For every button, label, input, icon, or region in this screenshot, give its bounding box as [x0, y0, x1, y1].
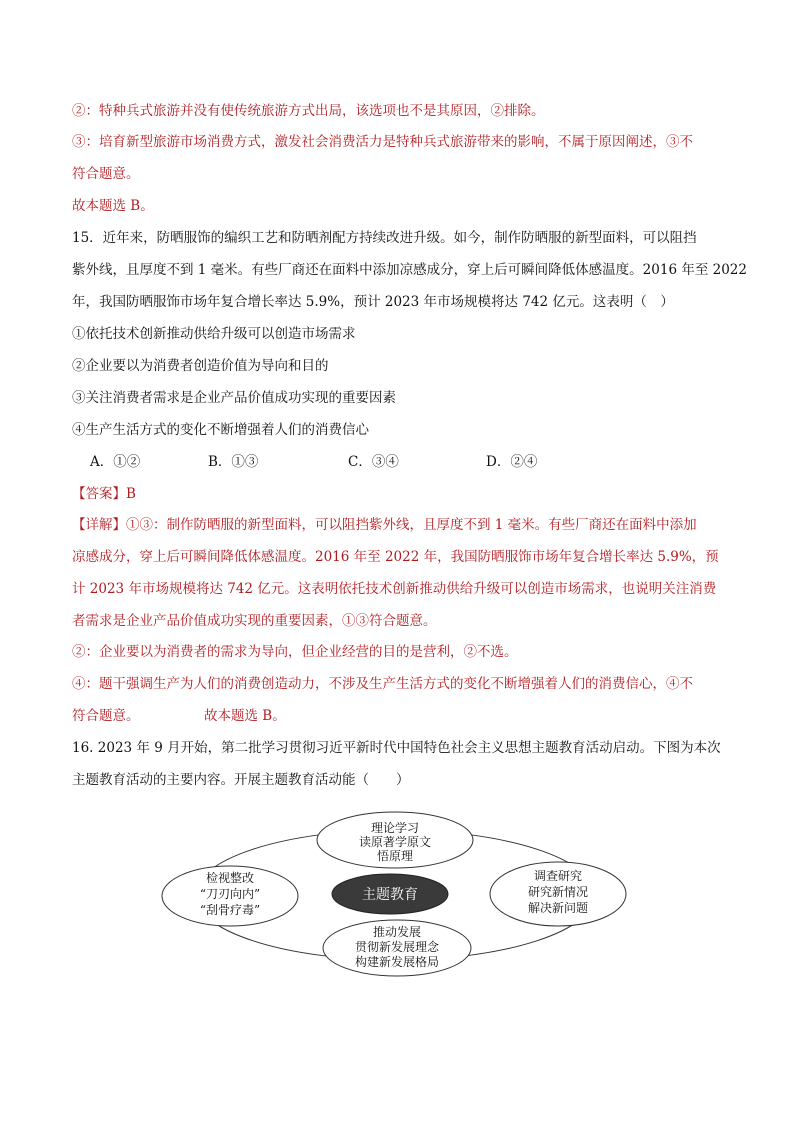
- option-a: A．①②: [90, 454, 141, 470]
- question-15-stem: 紫外线，且厚度不到 1 毫米。有些厂商还在面料中添加凉感成分，穿上后可瞬间降低体感温度。2016 年至 2022: [72, 262, 747, 278]
- question-15-stem: 15．近年来，防晒服饰的编织工艺和防晒剂配方持续改进升级。如今，制作防晒服的新型面料，可以阻挡: [72, 230, 697, 246]
- detail-line: 者需求是企业产品价值成功实现的重要因素，①③符合题意。: [72, 613, 437, 629]
- option-b: B．①③: [208, 454, 259, 470]
- detail-line: ④：题干强调生产为人们的消费创造动力，不涉及生产生活方式的变化不断增强着人们的消费信心，④不: [72, 676, 693, 692]
- question-16-stem: 主题教育活动的主要内容。开展主题教育活动能（ ）: [72, 772, 410, 788]
- statement-4: ④生产生活方式的变化不断增强着人们的消费信心: [72, 422, 369, 438]
- top-label: 理论学习: [370, 821, 420, 835]
- statement-1: ①依托技术创新推动供给升级可以创造市场需求: [72, 326, 356, 342]
- right-label: 调查研究: [533, 869, 583, 883]
- top-label: 悟原理: [376, 849, 414, 863]
- theme-education-diagram: [160, 810, 630, 980]
- question-16-stem: 16. 2023 年 9 月开始，第二批学习贯彻习近平新时代中国特色社会主义思想主题教育活动启动。下图为本次: [72, 740, 721, 756]
- conclusion-line: 故本题选 B。: [204, 708, 286, 724]
- left-label: “刮骨疗毒”: [199, 903, 261, 917]
- detail-line: 符合题意。: [72, 708, 140, 724]
- bottom-label: 构建新发展格局: [354, 955, 440, 969]
- explanation-line: 符合题意。: [72, 166, 140, 182]
- explanation-line: ③：培育新型旅游市场消费方式，激发社会消费活力是特种兵式旅游带来的影响，不属于原因阐述，③不: [72, 134, 693, 150]
- statement-3: ③关注消费者需求是企业产品价值成功实现的重要因素: [72, 390, 396, 406]
- right-label: 研究新情况: [527, 885, 589, 899]
- right-label: 解决新问题: [527, 901, 589, 915]
- bottom-label: 贯彻新发展理念: [354, 940, 440, 954]
- detail-line: ②：企业要以为消费者的需求为导向，但企业经营的目的是营利，②不选。: [72, 644, 518, 660]
- left-label: “刀刃向内”: [199, 887, 261, 901]
- statement-2: ②企业要以为消费者创造价值为导向和目的: [72, 358, 329, 374]
- detail-line: 凉感成分，穿上后可瞬间降低体感温度。2016 年至 2022 年，我国防晒服饰市场年复合增长率达 5.9%，预: [72, 549, 719, 565]
- center-label: 主题教育: [362, 887, 418, 903]
- option-c: C．③④: [348, 454, 399, 470]
- conclusion-line: 故本题选 B。: [72, 198, 154, 214]
- option-d: D．②④: [486, 454, 538, 470]
- left-label: 检视整改: [205, 871, 255, 885]
- explanation-line: ②：特种兵式旅游并没有使传统旅游方式出局，该选项也不是其原因，②排除。: [72, 103, 545, 119]
- answer-line: 【答案】B: [72, 486, 136, 502]
- bottom-label: 推动发展: [372, 925, 422, 939]
- detail-line: 计 2023 年市场规模将达 742 亿元。这表明依托技术创新推动供给升级可以创造市场需求，也说明关注消费: [72, 581, 717, 597]
- top-label: 读原著学原文: [358, 835, 432, 849]
- question-15-stem: 年，我国防晒服饰市场年复合增长率达 5.9%，预计 2023 年市场规模将达 742 亿元。这表明（ ）: [72, 294, 674, 310]
- detail-line: 【详解】①③：制作防晒服的新型面料，可以阻挡紫外线，且厚度不到 1 毫米。有些厂商还在面料中添加: [72, 517, 697, 533]
